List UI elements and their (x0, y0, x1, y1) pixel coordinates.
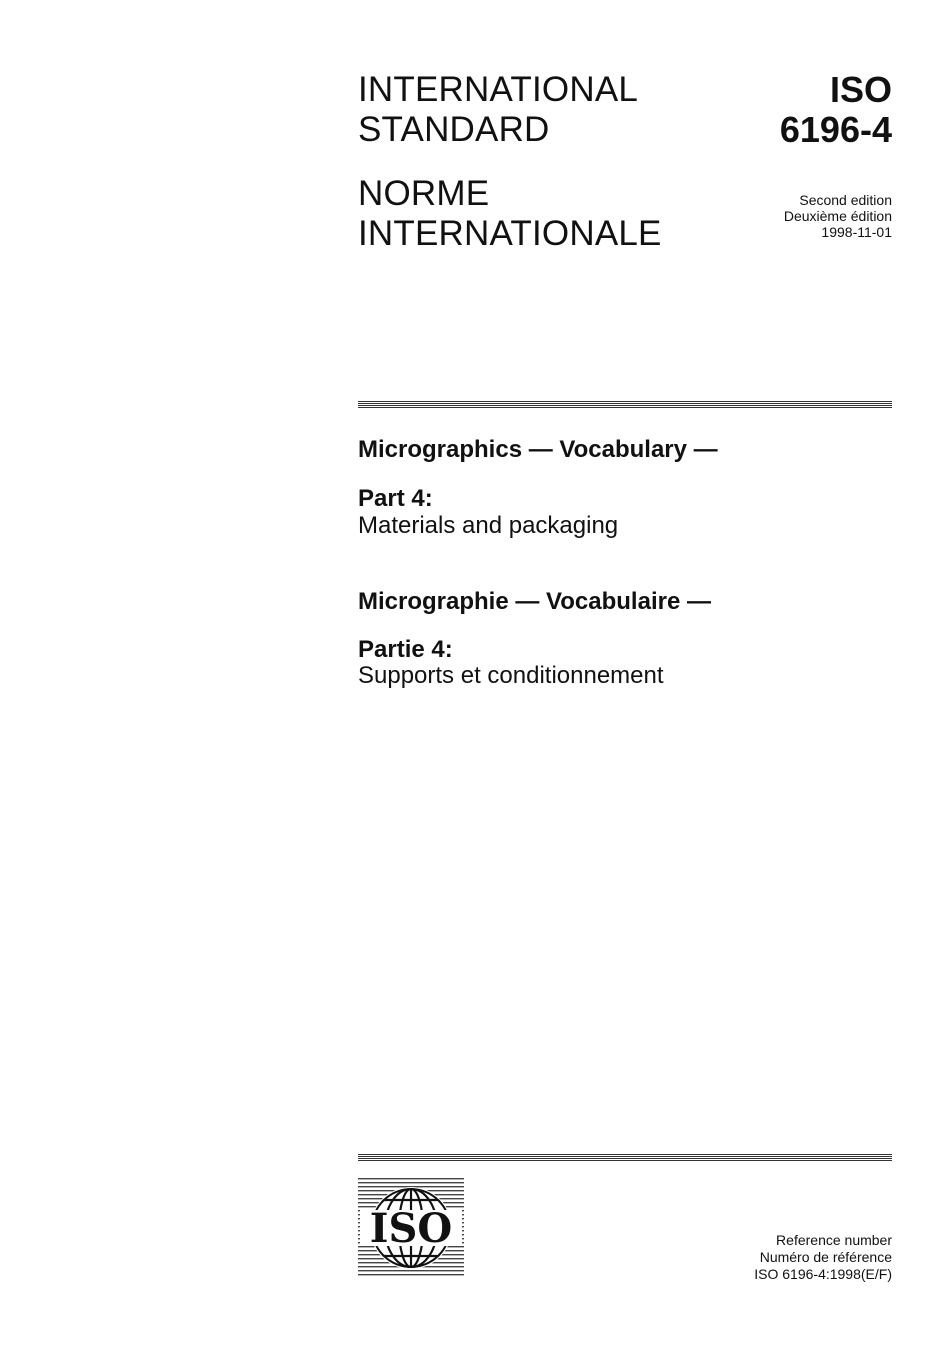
title-fr-main: Micrographie — Vocabulaire — (358, 588, 711, 615)
title-en-part: Part 4: (358, 485, 433, 512)
reference-label-fr: Numéro de référence (759, 1249, 892, 1265)
bottom-divider (358, 1154, 892, 1162)
title-fr-part: Partie 4: (358, 636, 453, 663)
iso-label: ISO (829, 69, 892, 110)
edition-en: Second edition (799, 192, 892, 208)
iso-logo (358, 1178, 464, 1278)
reference-code: ISO 6196-4:1998(E/F) (754, 1266, 892, 1282)
edition-fr: Deuxième édition (783, 208, 892, 224)
iso-logo-text: ISO (369, 1205, 453, 1252)
standard-type-fr-line1: NORME (358, 174, 490, 213)
standard-type-fr-line2: INTERNATIONALE (358, 214, 662, 253)
iso-number: 6196-4 (779, 109, 892, 150)
edition-date: 1998-11-01 (821, 224, 892, 240)
title-fr-subtitle: Supports et conditionnement (358, 662, 664, 689)
title-en-main: Micrographics — Vocabulary — (358, 436, 718, 463)
reference-label-en: Reference number (776, 1232, 892, 1248)
standard-type-en-line2: STANDARD (358, 110, 550, 149)
standard-type-en-line1: INTERNATIONAL (358, 70, 639, 109)
top-divider (358, 401, 892, 409)
title-en-subtitle: Materials and packaging (358, 512, 619, 539)
